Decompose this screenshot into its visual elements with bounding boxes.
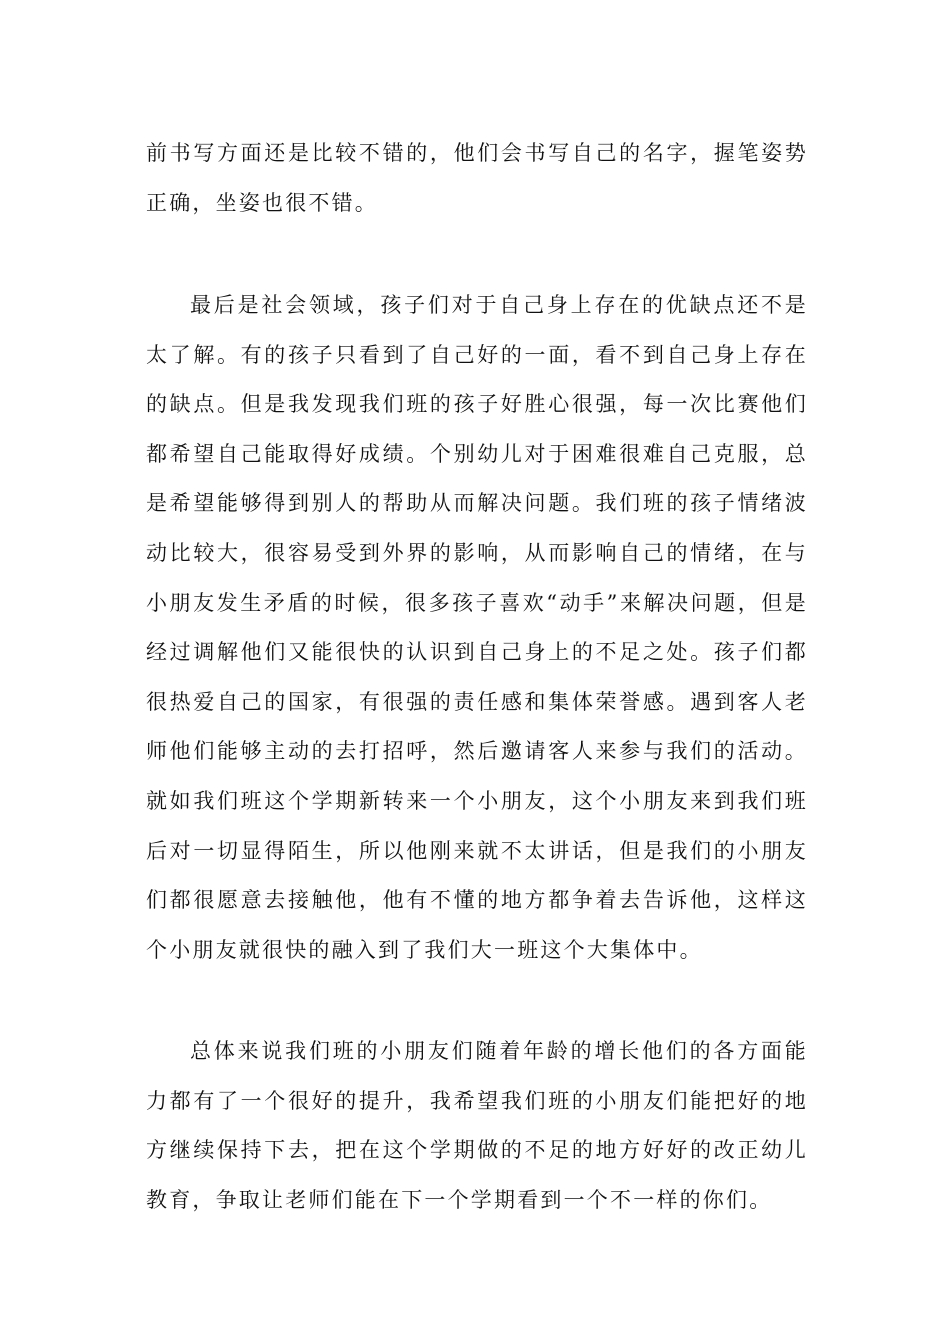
paragraph-summary: 总体来说我们班的小朋友们随着年龄的增长他们的各方面能力都有了一个很好的提升，我希望我们班的小朋友们能把好的地方继续保持下去，把在这个学期做的不足的地方好好的改正幼儿教育，争取让老师们能在下一个学期看到一个不一样的你们。	[146, 1039, 808, 1212]
paragraph-social-domain: 最后是社会领域，孩子们对于自己身上存在的优缺点还不是太了解。有的孩子只看到了自己好的一面，看不到自己身上存在的缺点。但是我发现我们班的孩子好胜心很强，每一次比赛他们都希望自己能取得好成绩。个别幼儿对于困难很难自己克服，总是希望能够得到别人的帮助从而解决问题。我们班的孩子情绪波动比较大，很容易受到外界的影响，从而影响自己的情绪，在与小朋友发生矛盾的时候，很多孩子喜欢“动手”来解决问题，但是经过调解他们又能很快的认识到自己身上的不足之处。孩子们都很热爱自己的国家，有很强的责任感和集体荣誉感。遇到客人老师他们能够主动的去打招呼，然后邀请客人来参与我们的活动。就如我们班这个学期新转来一个小朋友，这个小朋友来到我们班后对一切显得陌生，所以他刚来就不太讲话，但是我们的小朋友们都很愿意去接触他，他有不懂的地方都争着去告诉他，这样这个小朋友就很快的融入到了我们大一班这个大集体中。	[146, 293, 808, 962]
paragraph-writing-skills: 前书写方面还是比较不错的，他们会书写自己的名字，握笔姿势正确，坐姿也很不错。	[146, 141, 808, 215]
